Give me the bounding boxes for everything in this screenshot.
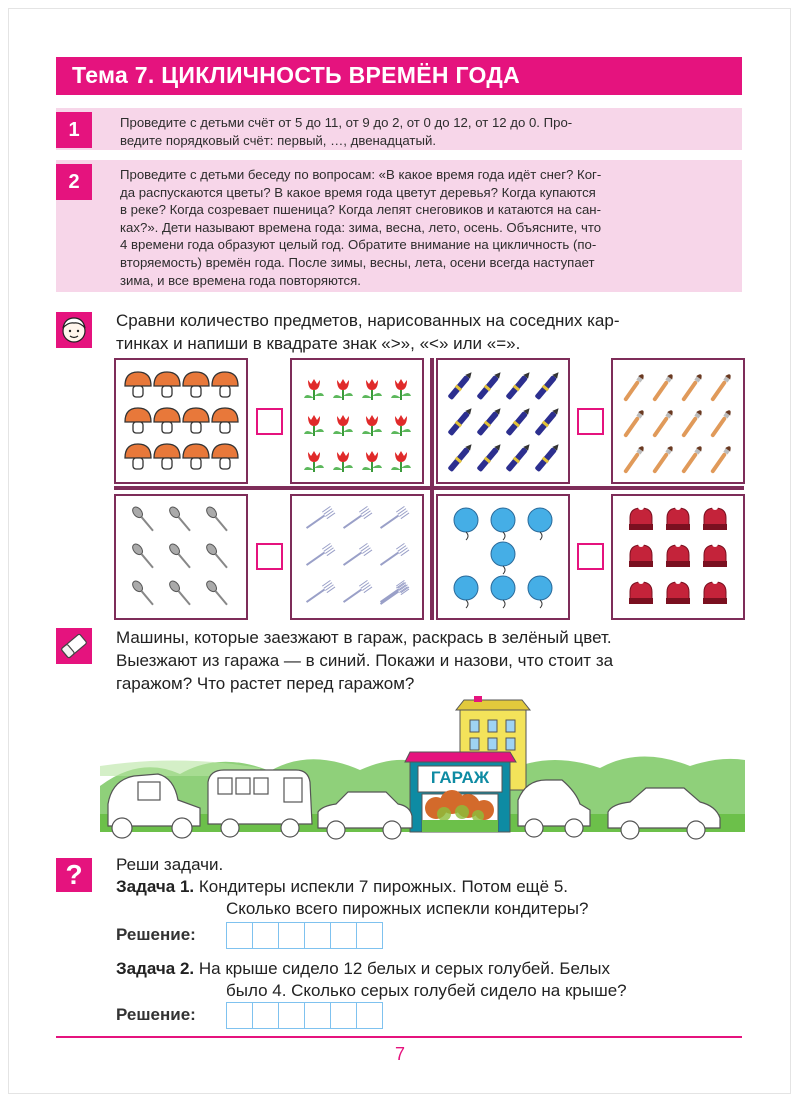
tulip-item [362,379,382,400]
brush-picture [611,358,745,484]
balloon-picture [436,494,570,620]
compare-instruction [116,309,744,355]
text-line: Сравни количество предметов, нарисованных на соседних кар- [116,311,620,330]
fork-item [378,506,409,531]
task-2-line-1: На крыше сидело 12 белых и серых голубей. Белых [198,959,611,978]
mushroom-item [212,372,238,397]
mushroom-item [154,444,180,469]
garage-instruction [116,626,744,695]
brush-item [622,373,645,403]
mushroom-item [183,408,209,433]
garage-sign: ГАРАЖ [430,768,490,787]
tulip-item [391,415,411,436]
topic-title: Тема 7. ЦИКЛИЧНОСТЬ ВРЕМЁН ГОДА [72,62,521,88]
problems-intro: Реши задачи. [116,855,224,874]
text-line: 4 времени года образуют целый год. Обратите внимание на цикличность (по- [120,237,597,253]
tulip-item [304,379,324,400]
brush-item [622,409,645,439]
answer-grid-2[interactable] [226,1002,383,1029]
spoon-item [168,579,193,607]
tulip-picture [290,358,424,484]
fork-item [378,582,409,607]
spoon-item [168,542,193,570]
text-line: в реке? Когда созревает пшеница? Когда лепят снеговиков и катаются на сан- [120,202,601,218]
pen-item [505,406,532,437]
task-1 [116,876,744,898]
garage [405,752,516,832]
tulip-item [333,451,353,472]
topic-title-bar [56,57,742,95]
hat-item [629,541,653,567]
text-line: тинках и напиши в квадрате знак «>», «<» или «=». [116,334,521,353]
balloon-item [491,508,515,540]
tulip-item [362,451,382,472]
pen-picture [436,358,570,484]
balloon-item [491,576,515,608]
child-face-icon [56,312,92,348]
brush-item [680,445,703,475]
task-1-line-2: Сколько всего пирожных испекли кондитеры? [226,899,589,918]
fork-item [304,543,335,568]
pen-item [447,406,474,437]
teacher-task-2-text [120,166,732,289]
text-line: ведите порядковый счёт: первый, …, двенадцатый. [120,132,436,148]
answer-square-1[interactable] [256,408,283,435]
balloon-item [528,576,552,608]
hat-item [666,504,690,530]
pen-item [476,370,503,401]
mushroom-item [154,408,180,433]
divider-horizontal [114,486,744,490]
mushroom-item [183,372,209,397]
answer-grid-1[interactable] [226,922,383,949]
solution-label-1: Решение: [116,925,196,944]
brush-item [709,373,732,403]
spoon-item [205,542,230,570]
balloon-item [528,508,552,540]
hat-item [703,541,727,567]
fork-item [378,543,409,568]
task-2-label: Задача 2. [116,959,195,978]
answer-square-4[interactable] [577,543,604,570]
answer-square-2[interactable] [577,408,604,435]
pen-item [534,406,561,437]
tulip-item [362,415,382,436]
brush-item [651,409,674,439]
text-line: гаражом? Что растет перед гаражом? [116,674,415,693]
teacher-task-1-text [120,114,732,149]
fork-item [304,506,335,531]
pen-item [534,370,561,401]
fork-item [341,506,372,531]
spoon-item [131,505,156,533]
text-line: вторяемость) времён года. После зимы, весны, лета, осени всегда наступает [120,254,595,270]
text-line: Машины, которые заезжают в гараж, раскрась в зелёный цвет. [116,628,612,647]
pen-item [476,406,503,437]
teacher-task-1-number: 1 [56,112,92,148]
garage-scene [100,696,745,846]
fork-item [304,580,335,605]
brush-item [651,445,674,475]
brush-item [709,409,732,439]
pen-item [447,442,474,473]
comparison-grid [114,358,744,620]
tulip-item [391,451,411,472]
mushroom-item [212,444,238,469]
tulip-item [391,379,411,400]
mushroom-item [212,408,238,433]
balloon-item [454,576,478,608]
text-line: Выезжают из гаража — в синий. Покажи и назови, что стоит за [116,651,614,670]
pen-item [505,370,532,401]
spoon-item [205,505,230,533]
spoon-item [168,505,193,533]
mushroom-item [125,372,151,397]
pencil-eraser-icon [56,628,92,664]
spoon-item [205,579,230,607]
footer-line [56,1036,742,1038]
mushroom-item [125,444,151,469]
spoon-item [131,542,156,570]
pen-item [476,442,503,473]
spoon-picture [114,494,248,620]
answer-square-3[interactable] [256,543,283,570]
text-line: зима, и все времена года повторяются. [120,272,361,288]
text-line: ках?». Дети называют времена года: зима, весна, лето, осень. Объясните, что [120,219,602,235]
hat-item [666,578,690,604]
pen-item [534,442,561,473]
mushroom-picture [114,358,248,484]
mushroom-item [154,372,180,397]
hat-item [629,578,653,604]
task-1-line-1: Кондитеры испекли 7 пирожных. Потом ещё 5. [198,877,569,896]
pen-item [447,370,474,401]
page-number: 7 [394,1044,405,1064]
brush-item [680,409,703,439]
tulip-item [333,379,353,400]
text-line: Проведите с детьми счёт от 5 до 11, от 9 до 2, от 0 до 12, от 12 до 0. Про- [120,115,573,130]
brush-item [680,373,703,403]
task-2-line-2: было 4. Сколько серых голубей сидело на крыше? [226,981,627,1000]
hat-item [703,504,727,530]
brush-item [651,373,674,403]
hat-item [703,578,727,604]
text-line: да распускаются цветы? В какое время года цветут деревья? Когда купаются [120,184,596,200]
fork-picture [290,494,424,620]
pen-item [505,442,532,473]
solution-label-2: Решение: [116,1005,196,1024]
tulip-item [304,451,324,472]
mushroom-item [125,408,151,433]
fork-item [341,580,372,605]
fork-item [341,543,372,568]
task-1-label: Задача 1. [116,877,195,896]
teacher-task-2-number: 2 [56,164,92,200]
tulip-item [304,415,324,436]
hat-item [666,541,690,567]
balloon-item [454,508,478,540]
balloon-item [491,542,515,574]
question-mark-icon: ? [56,858,92,892]
task-2 [116,958,744,980]
brush-item [622,445,645,475]
text-line: Проведите с детьми беседу по вопросам: «В какое время года идёт снег? Ког- [120,167,602,182]
hat-item [629,504,653,530]
brush-item [709,445,732,475]
mushroom-item [183,444,209,469]
spoon-item [131,579,156,607]
tulip-item [333,415,353,436]
hat-picture [611,494,745,620]
